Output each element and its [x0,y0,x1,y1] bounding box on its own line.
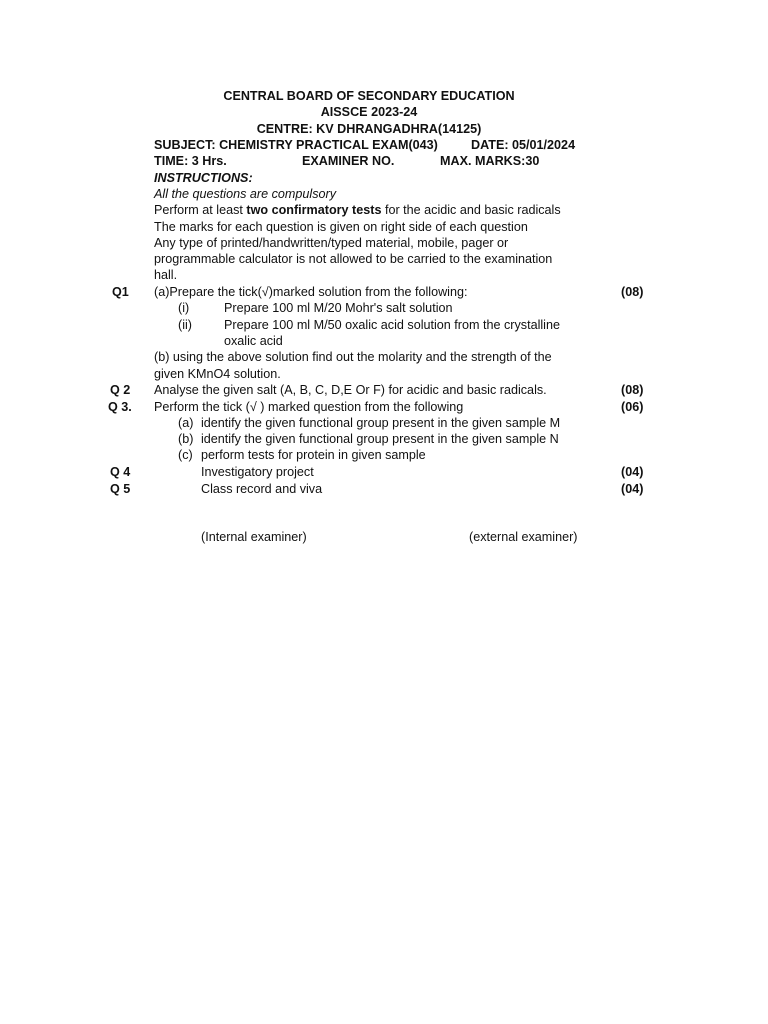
q3-b-label: (b) [178,432,194,446]
exam-title: AISSCE 2023-24 [320,105,418,119]
q4-marks: (04) [621,465,644,479]
q3-c-label: (c) [178,448,193,462]
q1-text: (a)Prepare the tick(√)marked solution from the following: [154,285,468,299]
instruction-line-2-post: for the acidic and basic radicals [381,203,561,217]
q1-ii-label: (ii) [178,318,192,332]
q3-b-text: identify the given functional group present in the given sample N [201,432,559,446]
q1-i-text: Prepare 100 ml M/20 Mohr's salt solution [224,301,453,315]
q1-b-text-a: (b) using the above solution find out the molarity and the strength of the [154,350,552,364]
instruction-line-4b: programmable calculator is not allowed to be carried to the examination [154,252,553,266]
q3-c-text: perform tests for protein in given sample [201,448,426,462]
instruction-line-4c: hall. [154,268,178,282]
centre-title: CENTRE: KV DHRANGADHRA(14125) [256,122,482,136]
q5-text: Class record and viva [201,482,323,496]
time-label: TIME: 3 Hrs. [154,154,227,168]
q3-a-text: identify the given functional group present in the given sample M [201,416,561,430]
q2-number: Q 2 [110,383,131,397]
q4-number: Q 4 [110,465,131,479]
q3-a-label: (a) [178,416,194,430]
date-label: DATE: 05/01/2024 [471,138,576,152]
q1-b-text-b: given KMnO4 solution. [154,367,281,381]
q4-text: Investigatory project [201,465,314,479]
instruction-line-2 [154,202,561,218]
instruction-line-3: The marks for each question is given on right side of each question [154,220,528,234]
subject-label: SUBJECT: CHEMISTRY PRACTICAL EXAM(043) [154,138,438,152]
q3-text: Perform the tick (√ ) marked question from the following [154,400,464,414]
board-title: CENTRAL BOARD OF SECONDARY EDUCATION [223,89,515,103]
q1-ii-text-a: Prepare 100 ml M/50 oxalic acid solution from the crystalline [224,318,560,332]
instructions-heading: INSTRUCTIONS: [154,171,253,185]
q1-marks: (08) [621,285,644,299]
q1-number: Q1 [112,285,129,299]
instruction-line-2-pre: Perform at least [154,203,247,217]
external-examiner-label: (external examiner) [469,530,578,544]
q3-marks: (06) [621,400,644,414]
max-marks-label: MAX. MARKS:30 [440,154,540,168]
examiner-no-label: EXAMINER NO. [302,154,395,168]
q5-number: Q 5 [110,482,131,496]
instruction-line-2-bold: two confirmatory tests [246,203,382,217]
q2-marks: (08) [621,383,644,397]
instruction-line-1: All the questions are compulsory [154,187,337,201]
q3-number: Q 3. [108,400,132,414]
internal-examiner-label: (Internal examiner) [201,530,307,544]
q1-i-label: (i) [178,301,190,315]
q1-ii-text-b: oxalic acid [224,334,283,348]
q5-marks: (04) [621,482,644,496]
instruction-line-4a: Any type of printed/handwritten/typed material, mobile, pager or [154,236,509,250]
q2-text: Analyse the given salt (A, B, C, D,E Or F) for acidic and basic radicals. [154,383,547,397]
